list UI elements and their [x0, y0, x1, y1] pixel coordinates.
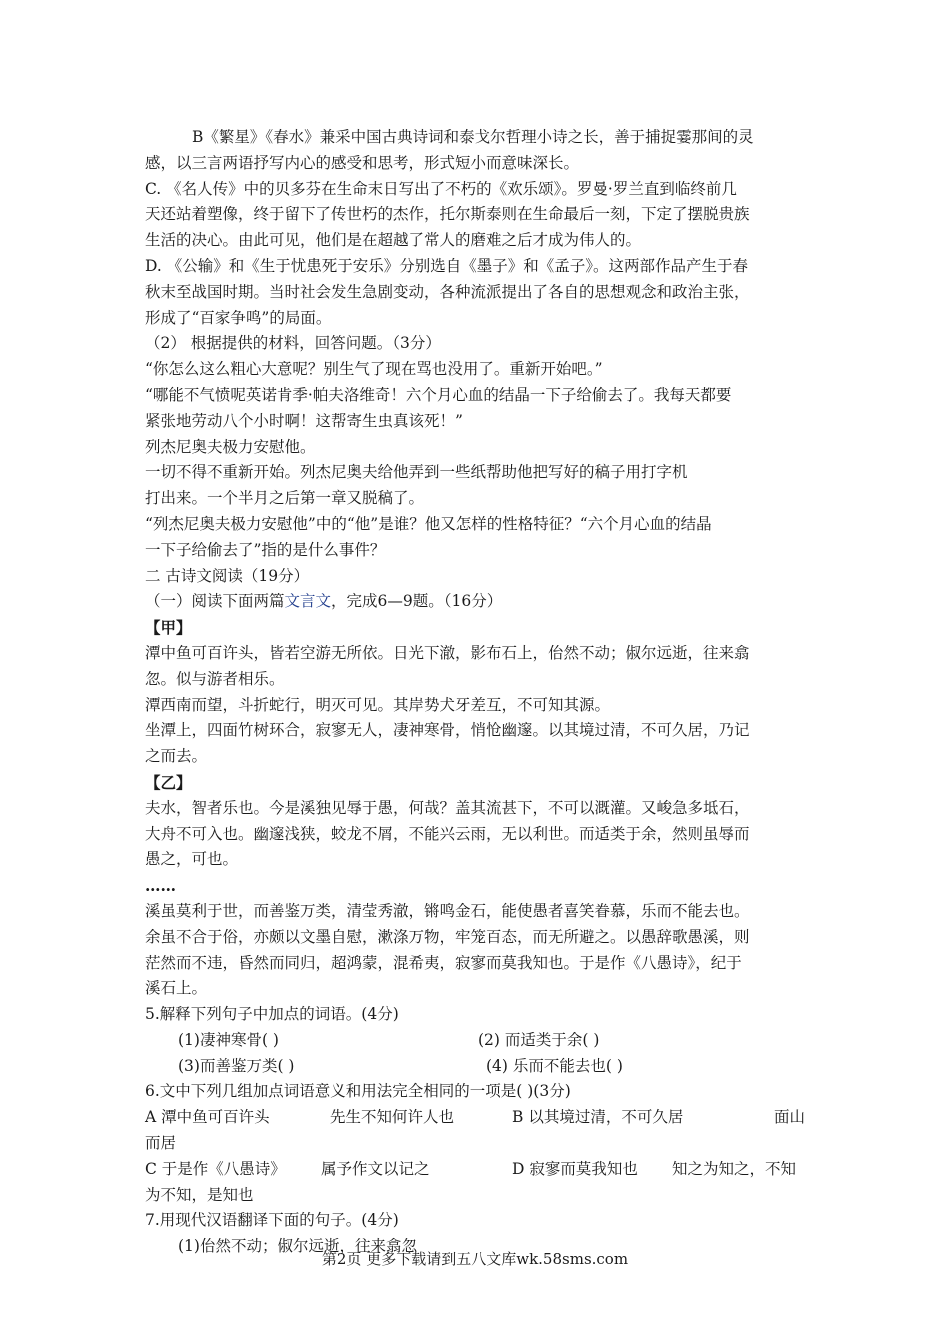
q6-option-b-compare: 面山 [774, 1108, 806, 1127]
question-line-1: “列杰尼奥夫极力安慰他”中的“他”是谁？他又怎样的性格特征？“六个月心血的结晶 [145, 514, 712, 533]
q6-option-b-compare-cont: 而居 [145, 1134, 177, 1153]
question-5-prompt: 5.解释下列句子中加点的词语。(4分) [145, 1005, 399, 1024]
q6-option-a: A 潭中鱼可百许头 [145, 1108, 270, 1127]
passage-yi-line-2: 大舟不可入也。幽邃浅狭，蛟龙不屑，不能兴云雨，无以利世。而适类于余，然则虽辱而 [145, 824, 750, 843]
passage-yi-line-5: 余虽不合于俗，亦颇以文墨自慰，漱涤万物，牢笼百态，而无所避之。以愚辞歌愚溪，则 [145, 927, 750, 946]
subsection-1-heading [145, 589, 815, 615]
material-line-3: 紧张地劳动八个小时啊！这帮寄生虫真该死！” [145, 411, 463, 430]
ellipsis: …… [145, 876, 176, 896]
q5-item-2: (2) 而适类于余( ) [478, 1030, 600, 1049]
material-line-4: 列杰尼奥夫极力安慰他。 [145, 437, 316, 456]
passage-jia-label: 【甲】 [145, 618, 192, 638]
classical-chinese-link[interactable]: 文言文 [284, 592, 332, 611]
option-b-line-1: B《繁星》《春水》兼采中国古典诗词和泰戈尔哲理小诗之长，善于捕捉霎那间的灵 [192, 128, 754, 146]
q6-option-b: B 以其境过清，不可久居 [512, 1108, 684, 1127]
passage-jia-line-1: 潭中鱼可百许头，皆若空游无所依。日光下澈，影布石上，佁然不动；俶尔远逝，往来翕 [145, 643, 750, 662]
question-7-prompt: 7.用现代汉语翻译下面的句子。(4分) [145, 1211, 399, 1230]
subsection-1-text-b: ，完成6—9题。（16分） [331, 592, 503, 611]
question-5-row-1 [145, 1028, 815, 1054]
subsection-1-text-a: （一）阅读下面两篇 [145, 592, 285, 611]
option-c-line-1: C. 《名人传》中的贝多芬在生命末日写出了不朽的《欢乐颂》。罗曼·罗兰直到临终前几 [145, 179, 737, 198]
passage-yi-line-1: 夫水，智者乐也。今是溪独见辱于愚，何哉？盖其流甚下，不可以溉灌。又峻急多坻石， [145, 798, 750, 817]
option-d-line-1: D. 《公输》和《生于忧患死于安乐》分别选自《墨子》和《孟子》。这两部作品产生于春 [145, 256, 748, 275]
passage-jia-line-4: 坐潭上，四面竹树环合，寂寥无人，凄神寒骨，悄怆幽邃。以其境过清，不可久居，乃记 [145, 721, 750, 740]
page-footer: 第2页 更多下载请到五八文库wk.58sms.com [321, 1250, 629, 1268]
question-6-prompt: 6.文中下列几组加点词语意义和用法完全相同的一项是( )(3分) [145, 1082, 571, 1101]
passage-jia-line-2: 忽。似与游者相乐。 [145, 669, 285, 688]
passage-yi-line-6: 茫然而不违，昏然而同归，超鸿蒙，混希夷，寂寥而莫我知也。于是作《八愚诗》，纪于 [145, 953, 742, 972]
material-line-2: “哪能不气愤呢英诺肯季·帕夫洛维奇！六个月心血的结晶一下子给偷去了。我每天都要 [145, 385, 732, 404]
option-c-line-2: 天还站着塑像，终于留下了传世朽的杰作，托尔斯泰则在生命最后一刻，下定了摆脱贵族 [145, 205, 750, 224]
passage-yi-line-7: 溪石上。 [145, 979, 208, 998]
passage-yi-line-4: 溪虽莫利于世，而善鉴万类，清莹秀澈，锵鸣金石，能使愚者喜笑眷慕，乐而不能去也。 [145, 901, 750, 920]
option-c-line-3: 生活的决心。由此可见，他们是在超越了常人的磨难之后才成为伟人的。 [145, 231, 642, 250]
passage-yi-label: 【乙】 [145, 772, 192, 792]
q5-item-4: (4) 乐而不能去也( ) [486, 1056, 623, 1075]
passage-jia-line-3: 潭西南而望，斗折蛇行，明灭可见。其岸势犬牙差互，不可知其源。 [145, 695, 611, 714]
q5-item-1: (1)凄神寒骨( ) [178, 1030, 279, 1049]
q5-item-3: (3)而善鉴万类( ) [178, 1056, 295, 1075]
passage-yi-line-3: 愚之，可也。 [145, 850, 239, 869]
option-b-line-2: 感，以三言两语抒写内心的感受和思考，形式短小而意味深长。 [145, 153, 580, 172]
question-7-item-1: (1)佁然不动；俶尔远逝，往来翕忽 [178, 1237, 417, 1256]
question-5-row-2 [145, 1054, 815, 1080]
material-line-5: 一切不得不重新开始。列杰尼奥夫给他弄到一些纸帮助他把写好的稿子用打字机 [145, 463, 688, 482]
q6-option-c: C 于是作《八愚诗》 [145, 1159, 286, 1178]
document-body [145, 125, 815, 1260]
option-d-line-2: 秋末至战国时期。当时社会发生急剧变动，各种流派提出了各自的思想观念和政治主张， [145, 282, 750, 301]
option-d-line-3: 形成了“百家争鸣”的局面。 [145, 308, 332, 327]
material-line-1: “你怎么这么粗心大意呢？别生气了现在骂也没用了。重新开始吧。” [145, 360, 603, 379]
question-2-prompt: （2） 根据提供的材料，回答问题。（3分） [145, 334, 441, 353]
q6-option-d-compare: 知之为知之，不知 [672, 1159, 797, 1178]
question-6-row-cd [145, 1157, 815, 1183]
question-6-row-ab [145, 1105, 815, 1131]
q6-option-d: D 寂寥而莫我知也 [512, 1159, 638, 1178]
q6-option-c-compare: 属予作文以记之 [321, 1159, 430, 1178]
passage-jia-line-5: 之而去。 [145, 747, 208, 766]
material-line-6: 打出来。一个半月之后第一章又脱稿了。 [145, 489, 425, 508]
section-2-heading: 二 古诗文阅读（19分） [145, 566, 310, 585]
q6-option-d-compare-cont: 为不知，是知也 [145, 1185, 254, 1204]
question-line-2: 一下子给偷去了”指的是什么事件？ [145, 540, 386, 559]
q6-option-a-compare: 先生不知何许人也 [330, 1108, 455, 1127]
